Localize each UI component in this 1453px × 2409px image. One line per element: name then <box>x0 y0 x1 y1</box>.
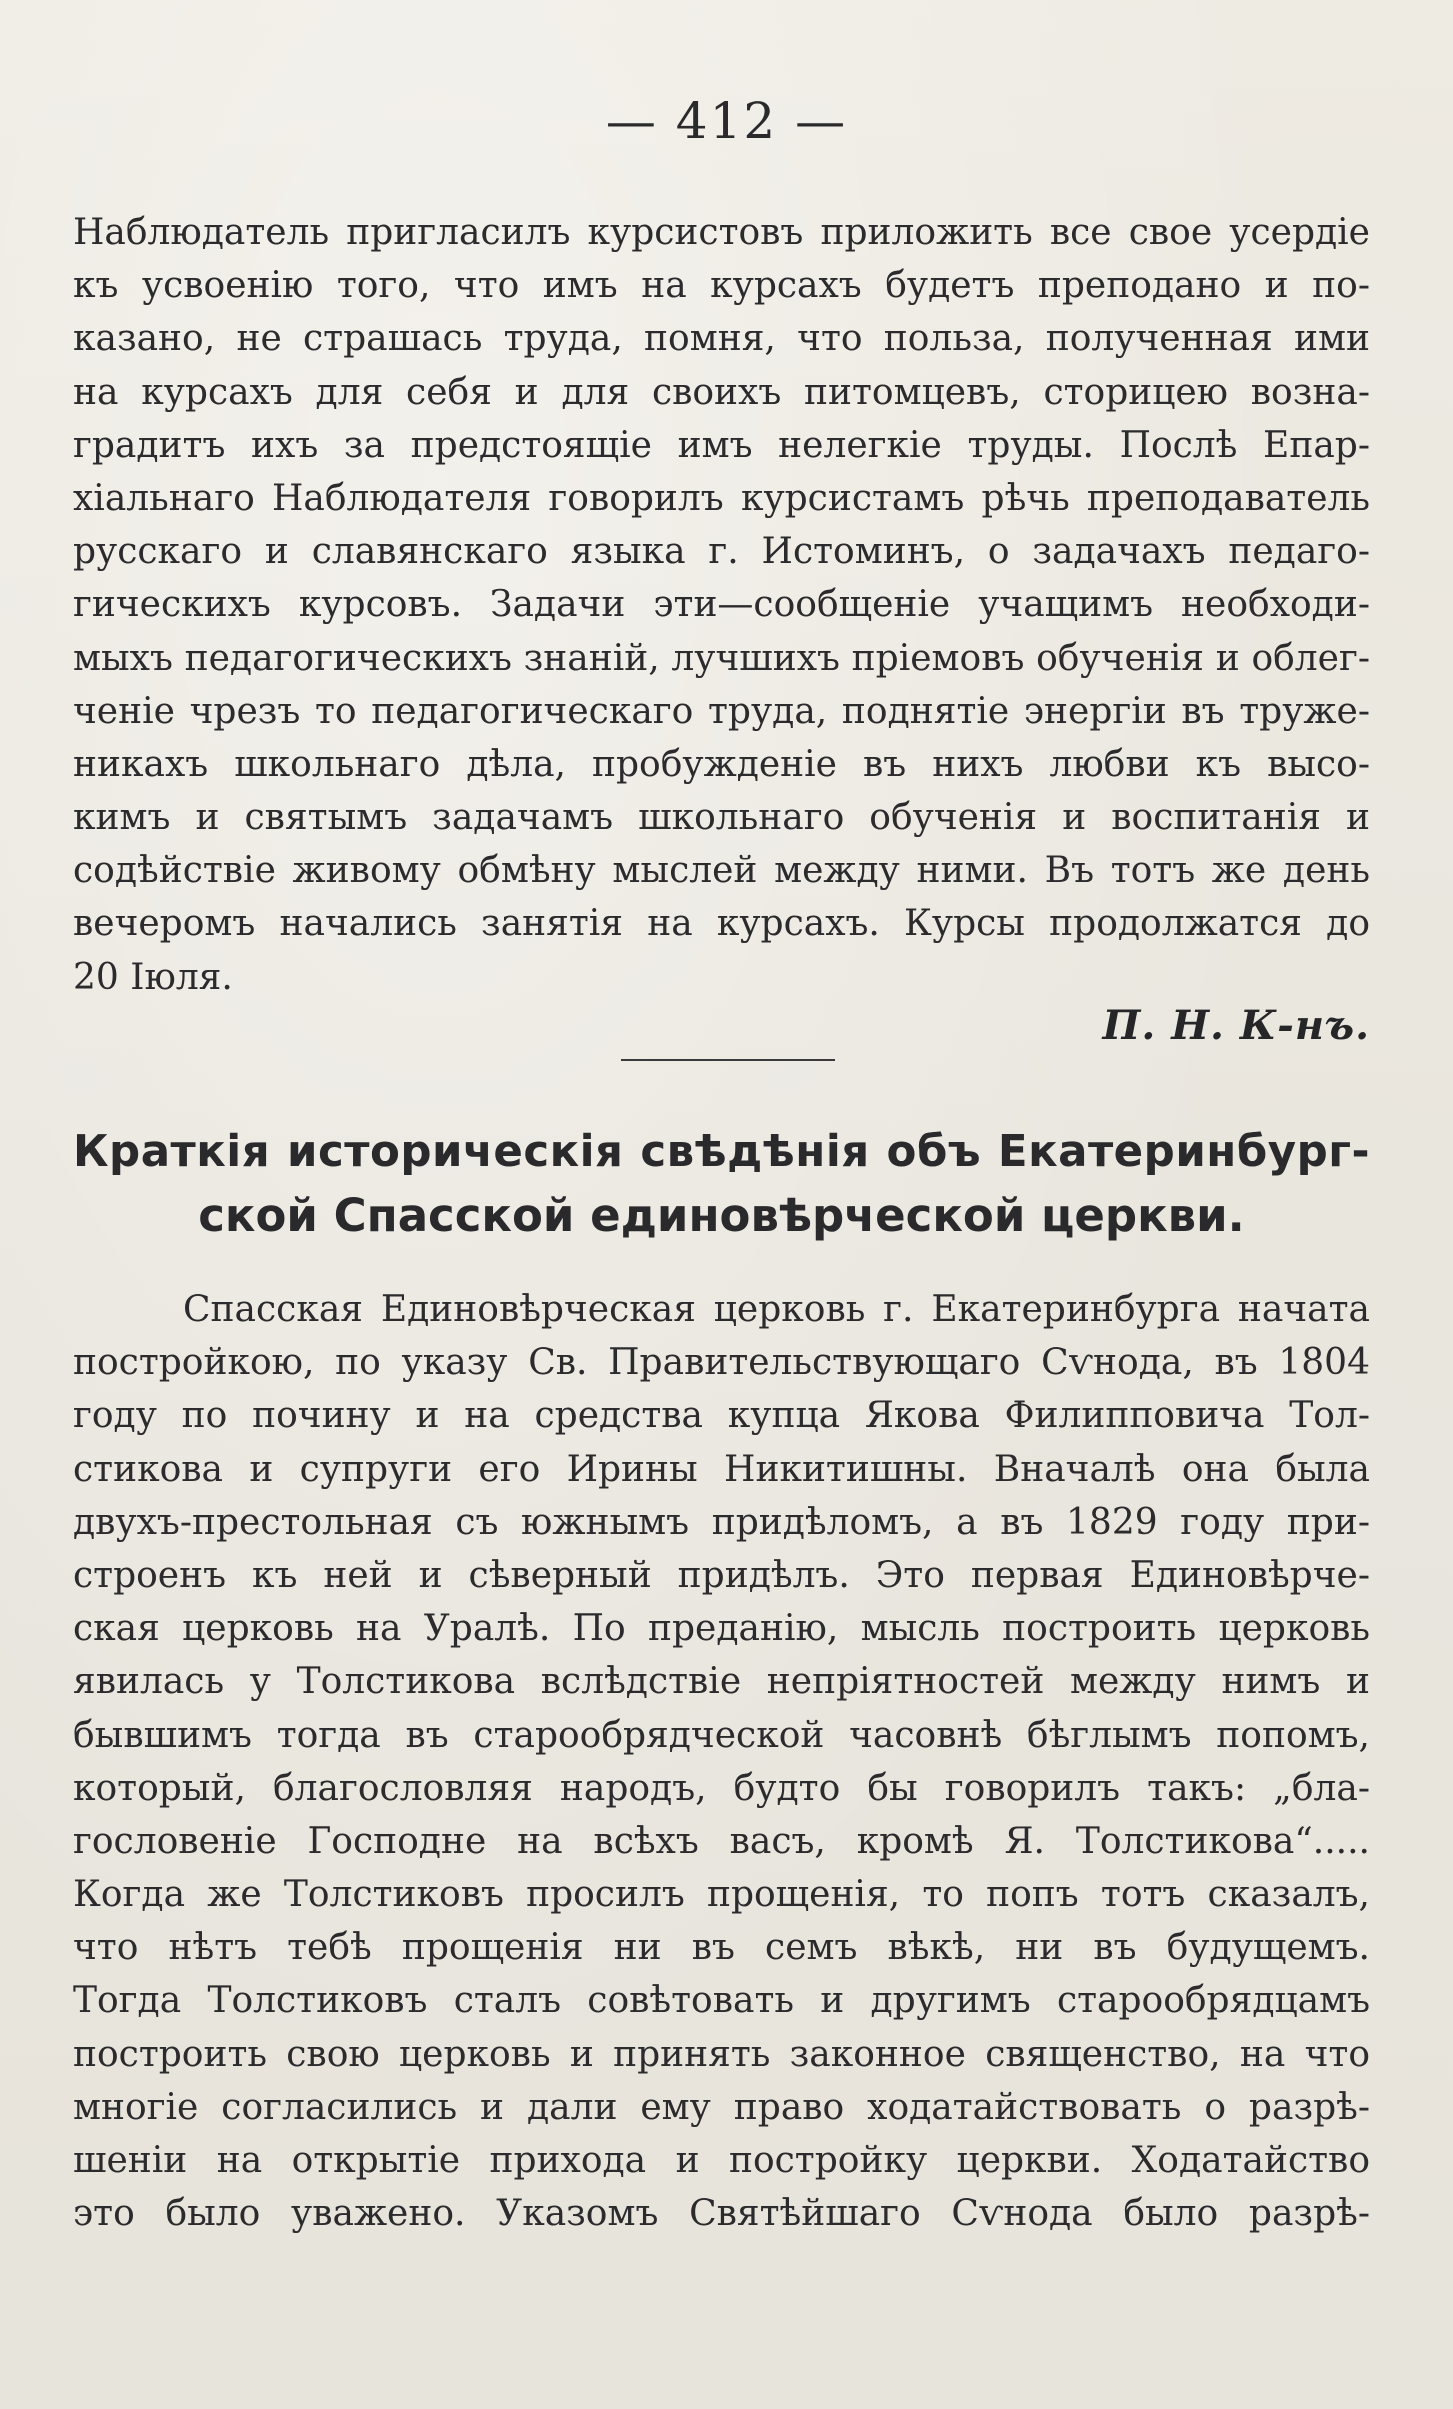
text-line: къ усвоенію того, что имъ на курсахъ будетъ преподано и по- <box>73 265 1370 307</box>
text-line: который, благословляя народъ, будто бы говорилъ такъ: „бла- <box>73 1767 1370 1809</box>
paragraph-report <box>73 206 1370 1004</box>
text-line: бывшимъ тогда въ старообрядческой часовнѣ бѣглымъ попомъ, <box>73 1714 1370 1756</box>
text-line: Тогда Толстиковъ сталъ совѣтовать и другимъ старообрядцамъ <box>73 1980 1370 2022</box>
text-line: Наблюдатель пригласилъ курсистовъ приложить все свое усердіе <box>73 212 1370 253</box>
article-title-line: ской Спасской единовѣрческой церкви. <box>198 1189 1245 1242</box>
text-line: явилась у Толстикова вслѣдствіе непріятностей между нимъ и <box>73 1661 1370 1703</box>
text-line: это было уважено. Указомъ Святѣйшаго Сѵнода было разрѣ- <box>73 2193 1370 2235</box>
page-number: — 412 — <box>605 92 848 150</box>
article-title-line: Краткія историческія свѣдѣнія объ Екатеринбург- <box>73 1127 1370 1177</box>
text-line: градитъ ихъ за предстоящіе имъ нелегкіе труды. Послѣ Епар- <box>73 424 1370 466</box>
text-line: Когда же Толстиковъ просилъ прощенія, то попъ тотъ сказалъ, <box>73 1874 1370 1916</box>
text-line: кимъ и святымъ задачамъ школьнаго обученія и воспитанія и <box>73 797 1370 839</box>
text-line: никахъ школьнаго дѣла, пробужденіе въ нихъ любви къ высо- <box>73 743 1370 785</box>
text-line: построить свою церковь и принять законное священство, на что <box>73 2033 1370 2075</box>
paragraph-history <box>73 1283 1370 2240</box>
text-line: содѣйствіе живому обмѣну мыслей между ними. Въ тотъ же день <box>73 850 1370 892</box>
text-line: шеніи на открытіе прихода и постройку церкви. Ходатайство <box>73 2140 1370 2181</box>
author-signature: П. Н. К-нъ. <box>1102 1002 1370 1049</box>
text-line: на курсахъ для себя и для своихъ питомцевъ, сторицею возна- <box>73 371 1370 413</box>
section-divider <box>621 1059 835 1061</box>
text-line: 20 Іюля. <box>73 956 233 998</box>
text-line: хіальнаго Наблюдателя говорилъ курсистамъ рѣчь преподаватель <box>73 477 1370 519</box>
text-line: мыхъ педагогическихъ знаній, лучшихъ пріемовъ обученія и облег- <box>73 637 1370 679</box>
article-title <box>73 1120 1370 1248</box>
text-line: постройкою, по указу Св. Правительствующаго Сѵнода, въ 1804 <box>73 1342 1370 1384</box>
text-line: строенъ къ ней и сѣверный придѣлъ. Это первая Единовѣрче- <box>73 1554 1370 1596</box>
text-line: казано, не страшась труда, помня, что польза, полученная ими <box>73 318 1370 360</box>
text-line: двухъ-престольная съ южнымъ придѣломъ, а въ 1829 году при- <box>73 1501 1370 1543</box>
text-line: году по почину и на средства купца Якова Филипповича Тол- <box>73 1395 1370 1437</box>
text-line: что нѣтъ тебѣ прощенія ни въ семъ вѣкѣ, ни въ будущемъ. <box>73 1927 1370 1969</box>
text-line: гическихъ курсовъ. Задачи эти—сообщеніе учащимъ необходи- <box>73 584 1370 626</box>
text-line: ская церковь на Уралѣ. По преданію, мысль построить церковь <box>73 1608 1370 1650</box>
text-line: стикова и супруги его Ирины Никитишны. Вначалѣ она была <box>73 1448 1370 1490</box>
text-line: Спасская Единовѣрческая церковь г. Екатеринбурга начата <box>183 1289 1370 1330</box>
text-line: многіе согласились и дали ему право ходатайствовать о разрѣ- <box>73 2086 1370 2128</box>
text-line: ченіе чрезъ то педагогическаго труда, поднятіе энергіи въ труже- <box>73 690 1370 732</box>
text-line: русскаго и славянскаго языка г. Истоминъ, о задачахъ педаго- <box>73 531 1370 573</box>
text-line: гословеніе Господне на всѣхъ васъ, кромѣ Я. Толстикова“..... <box>73 1820 1370 1862</box>
text-line: вечеромъ начались занятія на курсахъ. Курсы продолжатся до <box>73 903 1370 945</box>
